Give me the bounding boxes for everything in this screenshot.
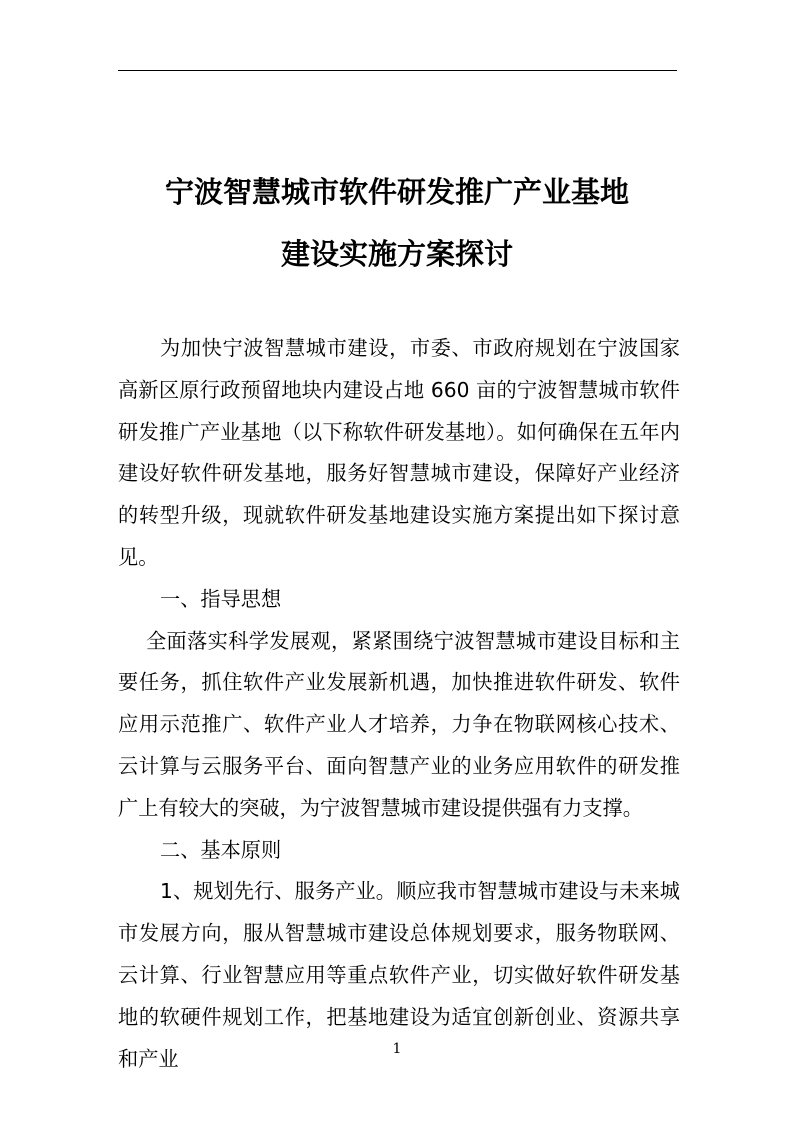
guiding-ideology-paragraph: 全面落实科学发展观，紧紧围绕宁波智慧城市建设目标和主要任务，抓住软件产业发展新机遇，加快推进软件研发、软件应用示范推广、软件产业人才培养，力争在物联网核心技术、云计算与云服务平台、面向智慧产业的业务应用软件的研发推广上有较大的突破，为宁波智慧城市建设提供强有力支撑。 [118,628,680,820]
page-number: 1 [392,1041,402,1057]
document-title-line-2: 建设实施方案探讨 [280,237,513,271]
intro-paragraph: 为加快宁波智慧城市建设，市委、市政府规划在宁波国家高新区原行政预留地块内建设占地 660 亩的宁波智慧城市软件研发推广产业基地（以下称软件研发基地）。如何确保在五年内建设好软件研发基地，服务好智慧城市建设，保障好产业经济的转型升级，现就软件研发基地建设实施方案提出如下探讨意见。 [118,336,680,569]
header-rule [118,70,677,71]
document-title-line-1: 宁波智慧城市软件研发推广产业基地 [164,175,629,209]
principle-1-paragraph: 1、规划先行、服务产业。顺应我市智慧城市建设与未来城市发展方向，服从智慧城市建设总体规划要求，服务物联网、云计算、行业智慧应用等重点软件产业，切实做好软件研发基地的软硬件规划工作，把基地建设为适宜创新创业、资源共享和产业 [118,879,680,1071]
section-heading-guiding-ideology: 一、指导思想 [160,586,282,611]
document-body [118,328,680,1080]
section-heading-basic-principles: 二、基本原则 [160,837,282,862]
